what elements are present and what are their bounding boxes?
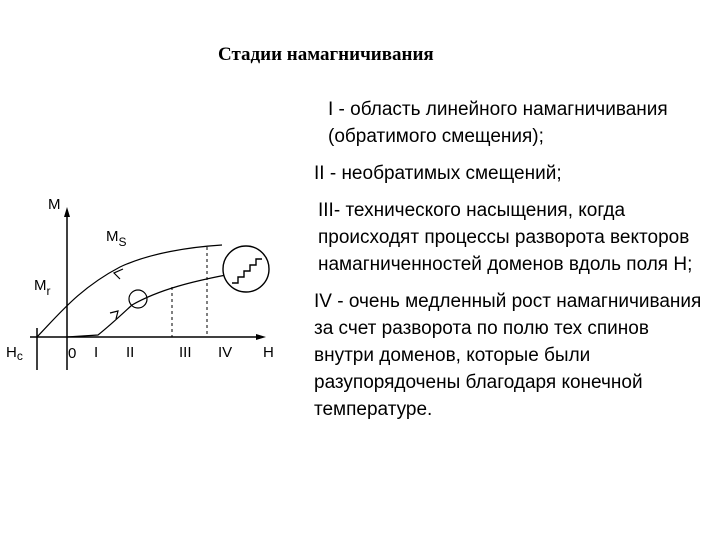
mr-label: $M_r$ (34, 277, 51, 298)
ms-label: $M_S$ (106, 228, 127, 249)
stage-3-text: III- технического насыщения, когда происходят процессы разворота векторов намагниченностей доменов вдоль поля Н; (318, 200, 693, 275)
stages-description (314, 96, 706, 433)
region-label-iv: IV (218, 344, 233, 361)
upper-branch-curve (37, 245, 222, 337)
lower-branch-curve (67, 275, 226, 337)
stage-4-text: IV - очень медленный рост намагничивания за счет разворота по полю тех спинов внутри доменов, которые были разупорядочены благодаря конечной температуре. (314, 291, 702, 420)
stage-2-text: II - необратимых смещений; (314, 163, 562, 184)
h-axis-arrow (256, 334, 266, 340)
region-label-i: I (94, 344, 99, 361)
m-axis-label: M (48, 196, 61, 213)
h-axis-label: H (263, 344, 274, 361)
slide-title: Стадии намагничивания (218, 44, 434, 65)
region-label-ii: II (126, 344, 135, 361)
upper-arrow-icon (114, 269, 123, 279)
zoom-circle (223, 246, 269, 292)
stage-1-text: I - область линейного намагничивания (обратимого смещения); (328, 99, 668, 147)
m-axis-arrow (64, 207, 70, 217)
hc-label: $H_c$ (6, 344, 23, 363)
lower-arrow-icon (110, 311, 118, 319)
region-label-iii: III (179, 344, 192, 361)
origin-label: 0 (68, 345, 77, 362)
magnetization-curve-diagram (0, 185, 310, 385)
